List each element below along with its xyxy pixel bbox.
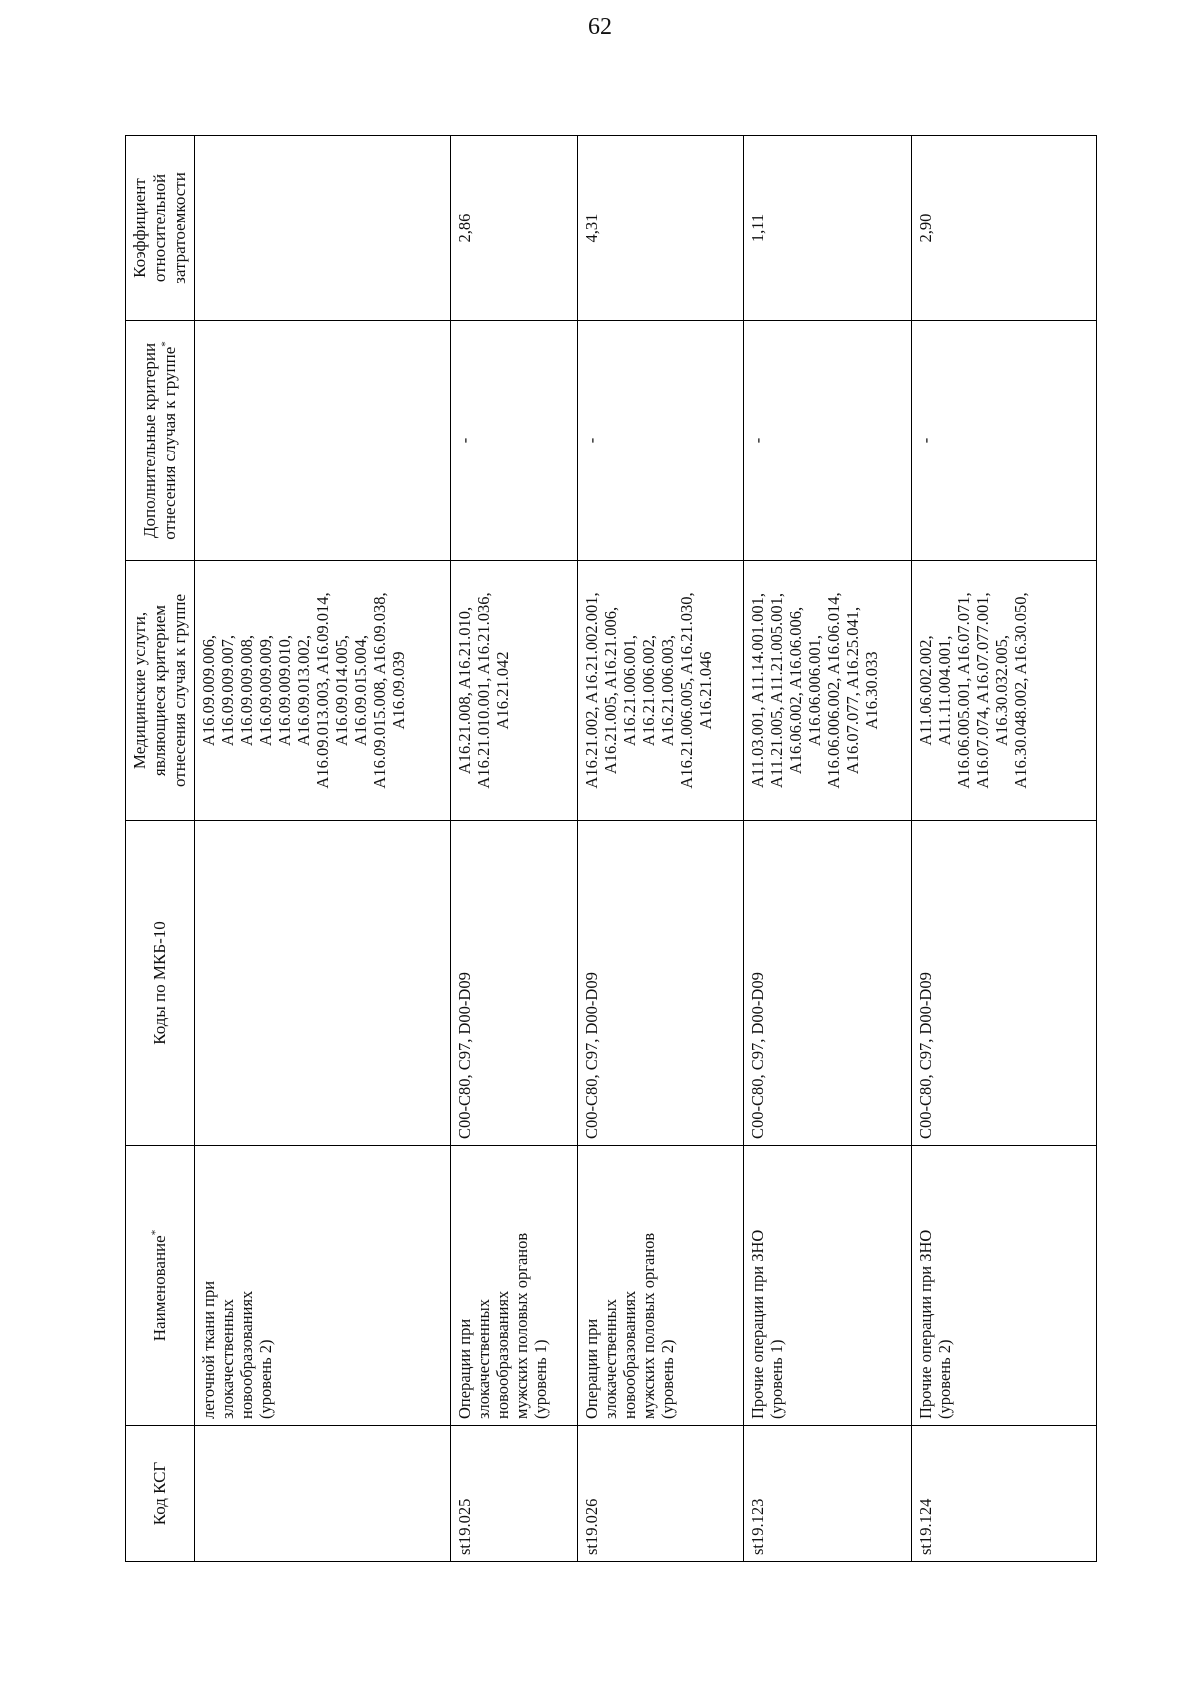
cell-mkb (195, 821, 451, 1146)
table-row (744, 136, 912, 1562)
header-code: Код КСГ (126, 1426, 195, 1562)
table-row (451, 136, 578, 1562)
cell-criteria: - (912, 321, 1097, 561)
cell-services: A16.21.008, A16.21.010, A16.21.010.001, A16.21.036, A16.21.042 (451, 561, 578, 821)
header-row (126, 136, 195, 1562)
cell-services: A16.09.009.006, A16.09.009.007, A16.09.009.008, A16.09.009.009, A16.09.009.010, A16.09.013.002, A16.09.013.003, A16.09.014, A16.09.014.005, A16.09.015.004, A16.09.015.008, A16.09.038, A16.09.039 (195, 561, 451, 821)
cell-code (195, 1426, 451, 1562)
cell-name: Операции при злокачественных новообразованиях мужских половых органов (уровень 2) (578, 1146, 744, 1426)
header-mkb: Коды по МКБ-10 (126, 821, 195, 1146)
cell-criteria (195, 321, 451, 561)
cell-criteria: - (451, 321, 578, 561)
table-row (578, 136, 744, 1562)
table-row (195, 136, 451, 1562)
cell-coef: 2,86 (451, 136, 578, 321)
table-row (912, 136, 1097, 1562)
cell-code: st19.025 (451, 1426, 578, 1562)
cell-criteria: - (578, 321, 744, 561)
header-criteria: Дополнительные критерии отнесения случая к группе* (126, 321, 195, 561)
cell-name: Операции при злокачественных новообразованиях мужских половых органов (уровень 1) (451, 1146, 578, 1426)
cell-coef (195, 136, 451, 321)
header-name: Наименование* (126, 1146, 195, 1426)
cell-code: st19.026 (578, 1426, 744, 1562)
ksg-table (125, 135, 1097, 1562)
cell-coef: 4,31 (578, 136, 744, 321)
cell-mkb: C00-C80, C97, D00-D09 (578, 821, 744, 1146)
cell-criteria: - (744, 321, 912, 561)
cell-mkb: C00-C80, C97, D00-D09 (912, 821, 1097, 1146)
cell-code: st19.123 (744, 1426, 912, 1562)
cell-services: A16.21.002, A16.21.002.001, A16.21.005, A16.21.006, A16.21.006.001, A16.21.006.002, A16.21.006.003, A16.21.006.005, A16.21.030, A16.21.046 (578, 561, 744, 821)
cell-name: Прочие операции при ЗНО (уровень 1) (744, 1146, 912, 1426)
cell-mkb: C00-C80, C97, D00-D09 (451, 821, 578, 1146)
cell-coef: 2,90 (912, 136, 1097, 321)
cell-coef: 1,11 (744, 136, 912, 321)
cell-name: Прочие операции при ЗНО (уровень 2) (912, 1146, 1097, 1426)
cell-mkb: C00-C80, C97, D00-D09 (744, 821, 912, 1146)
cell-code: st19.124 (912, 1426, 1097, 1562)
cell-services: A11.06.002.002, A11.11.004.001, A16.06.005.001, A16.07.071, A16.07.074, A16.07.077.001, A16.30.032.005, A16.30.048.002, A16.30.050, (912, 561, 1097, 821)
page-number: 62 (588, 14, 612, 40)
cell-name: легочной ткани при злокачественных новообразованиях (уровень 2) (195, 1146, 451, 1426)
table-wrapper (125, 136, 1095, 1562)
cell-services: A11.03.001, A11.14.001.001, A11.21.005, A11.21.005.001, A16.06.002, A16.06.006, A16.06.006.001, A16.06.006.002, A16.06.014, A16.07.077, A16.25.041, A16.30.033 (744, 561, 912, 821)
header-coef: Коэффициент относительной затратоемкости (126, 136, 195, 321)
header-services: Медицинские услуги, являющиеся критерием отнесения случая к группе (126, 561, 195, 821)
